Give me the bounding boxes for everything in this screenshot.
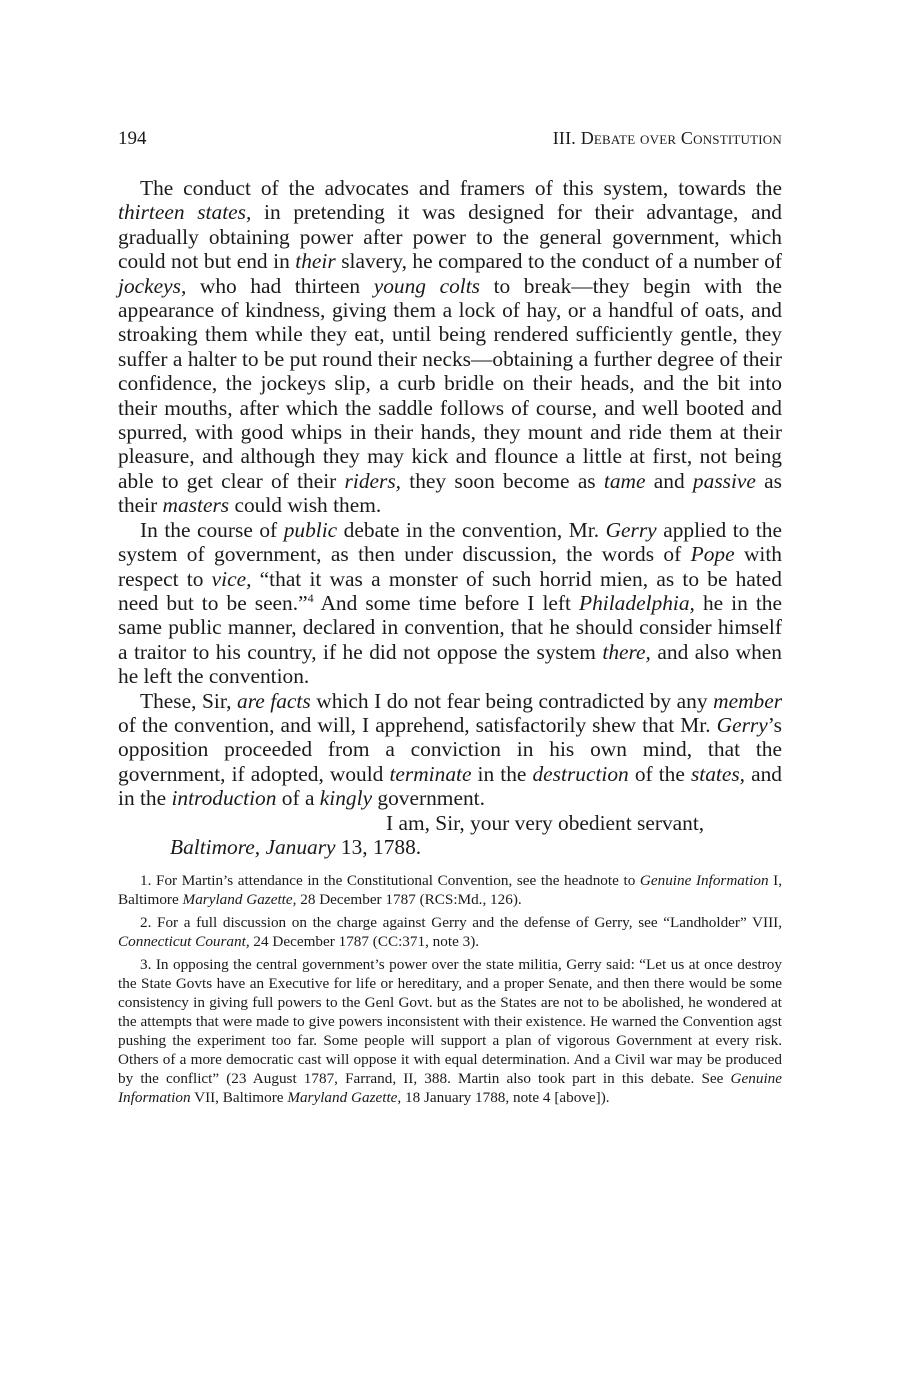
page-header <box>118 128 782 150</box>
document-page <box>118 128 782 1111</box>
dateline: Baltimore, January 13, 1788. <box>170 834 422 859</box>
footnote-2: 2. For a full discussion on the charge against Gerry and the defense of Gerry, see “Landholder” VIII, Connecticut Courant, 24 December 1787 (CC:371, note 3). <box>118 914 782 951</box>
paragraph-2: In the course of public debate in the convention, Mr. Gerry applied to the system of government, as then under discussion, the words of Pope with respect to vice, “that it was a monster of such horrid mien, as to be hated need but to be seen.”$^4$ And some time before I left Philadelphia, he in the same public manner, declared in convention, that he should consider himself a traitor to his country, if he did not oppose the system there, and also when he left the convention. <box>118 517 783 689</box>
letter-closing: I am, Sir, your very obedient servant, <box>386 810 705 835</box>
paragraph-1: The conduct of the advocates and framers of this system, towards the thirteen states, in pretending it was designed for their advantage, and gradually obtaining power after power to the general government, which could not but end in their slavery, he compared to the conduct of a number of jockeys, who had thirteen young colts to break—they begin with the appearance of kindness, giving them a lock of hay, or a handful of oats, and stroaking them while they eat, until being rendered sufficiently gentle, they suffer a halter to be put round their necks—obtaining a further degree of their confidence, the jockeys slip, a curb bridle on their heads, and the bit into their mouths, after which the saddle follows of course, and well booted and spurred, with good whips in their hands, they mount and ride them at their pleasure, and although they may kick and flounce a little at first, not being able to get clear of their riders, they soon become as tame and passive as their masters could wish them. <box>118 176 783 518</box>
page-number: 194 <box>118 128 147 149</box>
paragraph-3: These, Sir, are facts which I do not fear being contradicted by any member of the convention, and will, I apprehend, satisfactorily shew that Mr. Gerry’s opposition proceeded from a conviction in his own mind, that the government, if adopted, would terminate in the destruction of the states, and in the introduction of a kingly government. <box>118 688 783 811</box>
footnotes <box>118 871 782 1107</box>
footnote-3: 3. In opposing the central government’s power over the state militia, Gerry said: “Let us at once destroy the State Govts have an Executive for life or hereditary, and a proper Senate, and then there would be some consistency in giving full powers to the Genl Govt. but as the States are not to be abolished, he wondered at the attempts that were made to give powers inconsistent with their existence. He warned the Convention agst pushing the experiment too far. Some people will support a plan of vigorous Government at every risk. Others of a more democratic cast will oppose it with equal determination. And a Civil war may be produced by the conflict” (23 August 1787, Farrand, II, 388. Martin also took part in this debate. See Genuine Information VII, Baltimore Maryland Gazette, 18 January 1788, note 4 [above]). <box>118 956 782 1107</box>
footnote-1: 1. For Martin’s attendance in the Constitutional Convention, see the headnote to Genuine Information I, Baltimore Maryland Gazette, 28 December 1787 (RCS:Md., 126). <box>118 872 783 909</box>
footnote-ref-4: 4 <box>307 590 314 605</box>
running-head: III. Debate over Constitution <box>552 128 782 148</box>
letter-body <box>118 176 782 811</box>
